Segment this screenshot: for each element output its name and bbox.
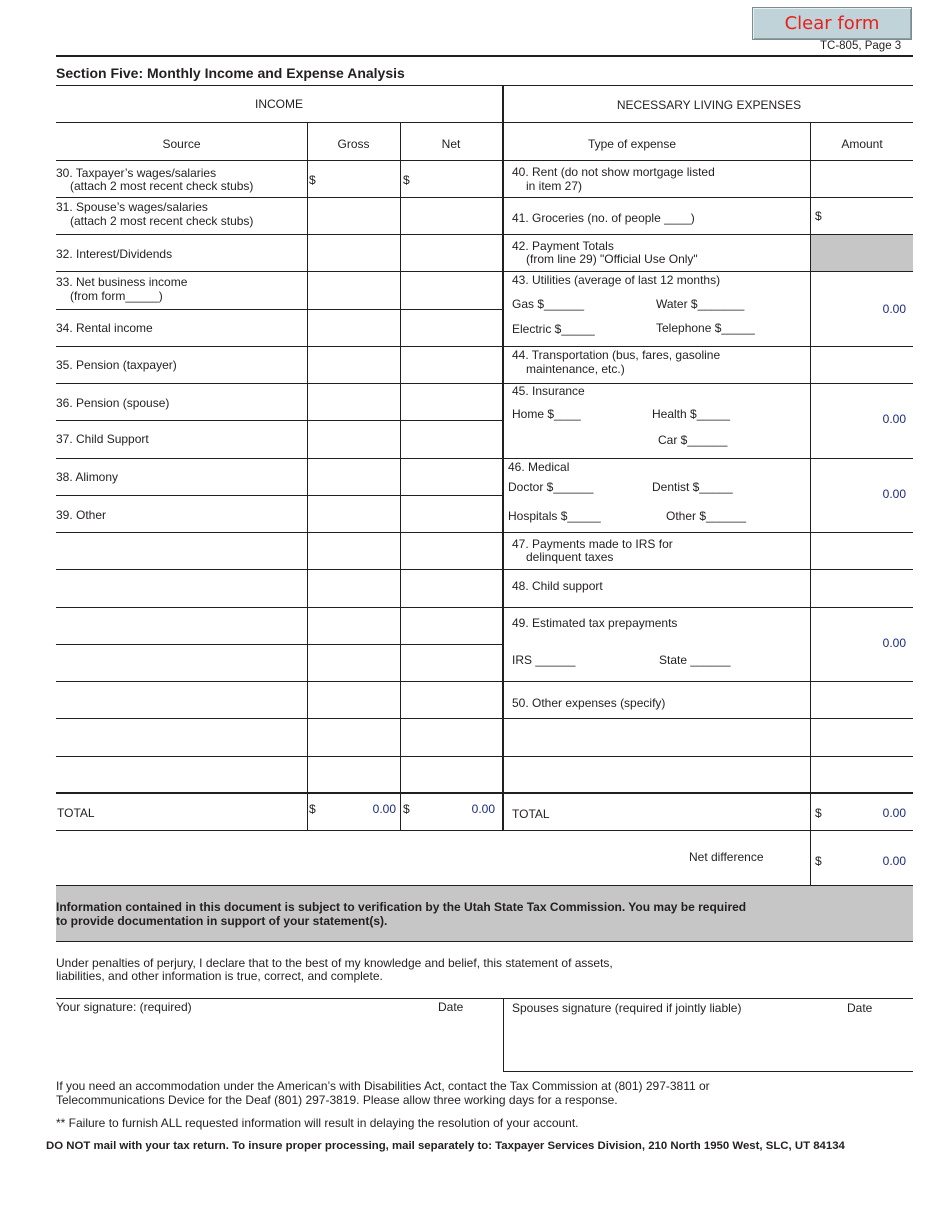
signature-top-rule <box>56 998 913 999</box>
insurance-health: Health $_____ <box>652 407 731 421</box>
your-signature-field[interactable] <box>56 1016 496 1068</box>
income-total-label: TOTAL <box>57 806 95 820</box>
expense-item-42-note: (from line 29) "Official Use Only" <box>526 252 698 266</box>
expense-item-46: 46. Medical <box>508 460 570 474</box>
page-reference: TC-805, Page 3 <box>820 40 902 52</box>
income-col-net: Net <box>441 137 461 151</box>
center-divider <box>502 85 504 830</box>
medical-amount[interactable]: 0.00 <box>882 487 906 501</box>
notice-line-2: to provide documentation in support of your statement(s). <box>56 914 388 928</box>
declaration-line-1: Under penalties of perjury, I declare that to the best of my knowledge and belief, this statement of assets, <box>56 956 613 970</box>
income-item-30-note: (attach 2 most recent check stubs) <box>70 179 254 193</box>
prepayments-state: State ______ <box>659 653 731 667</box>
medical-other: Other $______ <box>666 509 747 523</box>
your-signature-date-label: Date <box>438 1000 464 1014</box>
income-item-32: 32. Interest/Dividends <box>56 247 173 261</box>
section-title: Section Five: Monthly Income and Expense Analysis <box>56 65 405 81</box>
expense-total-value[interactable]: 0.00 <box>882 806 906 820</box>
ada-line-2: Telecommunications Device for the Deaf (801) 297-3819. Please allow three working days for a response. <box>56 1093 618 1107</box>
net-total-value[interactable]: 0.00 <box>471 802 495 816</box>
insurance-amount[interactable]: 0.00 <box>882 412 906 426</box>
gross-total-value[interactable]: 0.00 <box>372 802 396 816</box>
header-rule <box>56 55 913 57</box>
expense-item-40-note: in item 27) <box>526 179 583 193</box>
income-item-36: 36. Pension (spouse) <box>56 396 170 410</box>
groceries-dollar-sign: $ <box>815 209 822 223</box>
prepayments-amount[interactable]: 0.00 <box>882 636 906 650</box>
income-item-34: 34. Rental income <box>56 321 153 335</box>
net-difference-dollar: $ <box>815 854 822 868</box>
prepayments-irs: IRS ______ <box>512 653 576 667</box>
expense-item-44-note: maintenance, etc.) <box>526 362 625 376</box>
ada-line-1: If you need an accommodation under the American’s with Disabilities Act, contact the Tax Commission at (801) 297-3811 or <box>56 1079 710 1093</box>
spouse-signature-label: Spouses signature (required if jointly liable) <box>512 1001 742 1015</box>
clear-form-button[interactable]: Clear form <box>752 7 912 40</box>
expense-item-44: 44. Transportation (bus, fares, gasoline <box>512 348 721 362</box>
expenses-col-amount: Amount <box>841 137 883 151</box>
expense-item-42: 42. Payment Totals <box>512 239 614 253</box>
income-item-33-note: (from form_____) <box>70 289 163 303</box>
medical-dentist: Dentist $_____ <box>652 480 733 494</box>
spouse-signature-field[interactable] <box>508 1017 908 1067</box>
expense-total-dollar: $ <box>815 806 822 820</box>
net-total-dollar: $ <box>403 802 410 816</box>
insurance-car: Car $______ <box>658 433 728 447</box>
expense-item-48: 48. Child support <box>512 579 603 593</box>
net-difference-value[interactable]: 0.00 <box>882 854 906 868</box>
income-item-38: 38. Alimony <box>56 470 119 484</box>
utilities-telephone: Telephone $_____ <box>656 321 755 335</box>
income-heading: INCOME <box>255 97 303 111</box>
utilities-amount[interactable]: 0.00 <box>882 302 906 316</box>
spouse-signature-date-label: Date <box>847 1001 873 1015</box>
your-signature-label: Your signature: (required) <box>56 1000 192 1014</box>
income-item-37: 37. Child Support <box>56 432 149 446</box>
expense-item-47: 47. Payments made to IRS for <box>512 537 673 551</box>
income-item-30: 30. Taxpayer’s wages/salaries <box>56 166 217 180</box>
expenses-col-type: Type of expense <box>587 137 677 151</box>
expense-total-label: TOTAL <box>512 807 550 821</box>
utilities-water: Water $_______ <box>656 297 745 311</box>
expense-item-47-note: delinquent taxes <box>526 550 614 564</box>
failure-notice: ** Failure to furnish ALL requested information will result in delaying the resolution of your account. <box>56 1116 579 1130</box>
expense-item-43: 43. Utilities (average of last 12 months) <box>512 273 721 287</box>
gross-total-dollar: $ <box>309 802 316 816</box>
official-use-shading <box>811 235 913 271</box>
income-item-39: 39. Other <box>56 508 107 522</box>
income-col-gross: Gross <box>337 137 370 151</box>
expense-item-45: 45. Insurance <box>512 384 585 398</box>
declaration-line-2: liabilities, and other information is true, correct, and complete. <box>56 969 383 983</box>
net-difference-label: Net difference <box>689 850 764 864</box>
income-item-33: 33. Net business income <box>56 275 188 289</box>
income-col-source: Source <box>162 137 201 151</box>
utilities-gas: Gas $______ <box>512 297 585 311</box>
notice-line-1: Information contained in this document is subject to verification by the Utah State Tax Commission. You may be required <box>56 900 747 914</box>
insurance-home: Home $____ <box>512 407 581 421</box>
income-item-31: 31. Spouse’s wages/salaries <box>56 200 208 214</box>
gross-dollar-sign: $ <box>309 173 316 187</box>
expenses-heading: NECESSARY LIVING EXPENSES <box>616 98 802 112</box>
expense-item-40: 40. Rent (do not show mortgage listed <box>512 165 715 179</box>
income-item-31-note: (attach 2 most recent check stubs) <box>70 214 254 228</box>
expense-item-41: 41. Groceries (no. of people ____) <box>512 211 695 225</box>
net-dollar-sign: $ <box>403 173 410 187</box>
expense-item-49: 49. Estimated tax prepayments <box>512 616 678 630</box>
medical-doctor: Doctor $______ <box>508 480 594 494</box>
table-top-rule <box>56 85 913 86</box>
medical-hospitals: Hospitals $_____ <box>508 509 601 523</box>
mailing-instructions: DO NOT mail with your tax return. To insure proper processing, mail separately to: Taxpayer Services Division, 210 North 1950 West, SLC, UT 84134 <box>46 1140 845 1152</box>
income-item-35: 35. Pension (taxpayer) <box>56 358 177 372</box>
utilities-electric: Electric $_____ <box>512 322 595 336</box>
expense-item-50: 50. Other expenses (specify) <box>512 696 666 710</box>
